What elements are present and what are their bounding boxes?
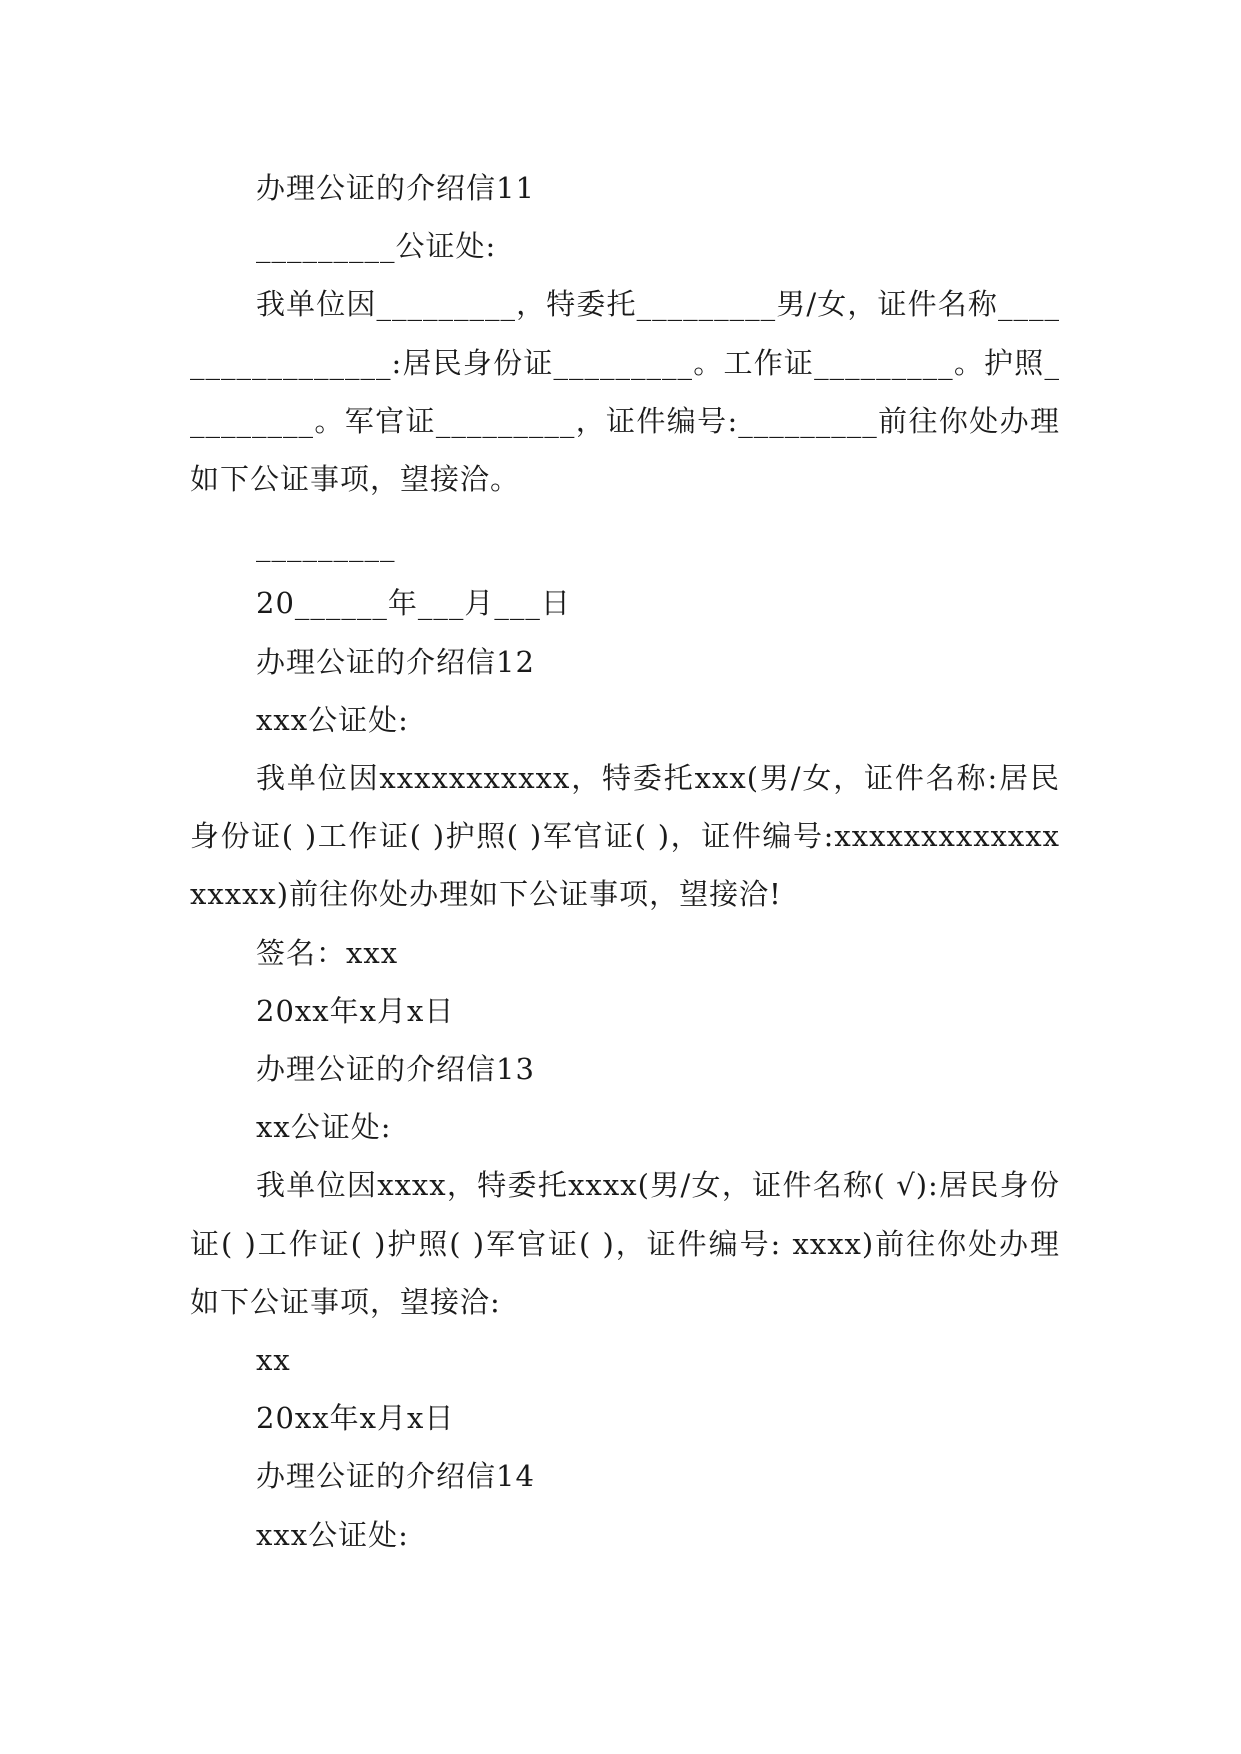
letter-addressee: xxx公证处: bbox=[256, 702, 409, 737]
letter-title: 办理公证的介绍信11 bbox=[256, 171, 535, 205]
letter-addressee: xxx公证处: bbox=[256, 1517, 409, 1552]
letter-body: 我单位因_________，特委托_________男/女，证件名称_________________:居民身份证_________。工作证_________。护照_________。军官证_________，证件编号:_________前往你处办理如下公证事项，望接洽。 bbox=[190, 287, 1060, 497]
letter-title: 办理公证的介绍信13 bbox=[256, 1052, 535, 1087]
letter-14 bbox=[190, 1447, 1060, 1563]
letter-body: 我单位因xxxxxxxxxxx，特委托xxx(男/女，证件名称:居民身份证( )工作证( )护照( )军官证( )，证件编号:xxxxxxxxxxxxxxxxxx)前往你处办理如下公证事项，望接洽! bbox=[190, 761, 1060, 912]
letter-13 bbox=[190, 1040, 1060, 1447]
letter-body: 我单位因xxxx，特委托xxxx(男/女，证件名称( √):居民身份证( )工作证( )护照( )军官证( )，证件编号: xxxx)前往你处办理如下公证事项，望接洽: bbox=[190, 1168, 1060, 1319]
letter-11 bbox=[190, 159, 1060, 633]
letter-signature: 签名：xxx bbox=[256, 935, 399, 970]
letter-date: 20______年___月___日 bbox=[256, 586, 571, 621]
letter-addressee: xx公证处: bbox=[256, 1110, 392, 1145]
letter-date: 20xx年x月x日 bbox=[256, 1401, 455, 1436]
letter-12 bbox=[190, 633, 1060, 1040]
letter-signature: _________ bbox=[256, 528, 396, 563]
letter-signature: xx bbox=[256, 1343, 291, 1378]
letter-title: 办理公证的介绍信12 bbox=[256, 644, 535, 679]
letter-title: 办理公证的介绍信14 bbox=[256, 1459, 535, 1494]
document-body bbox=[190, 159, 1060, 1564]
letter-date: 20xx年x月x日 bbox=[256, 993, 455, 1028]
letter-addressee: _________公证处: bbox=[256, 229, 497, 264]
